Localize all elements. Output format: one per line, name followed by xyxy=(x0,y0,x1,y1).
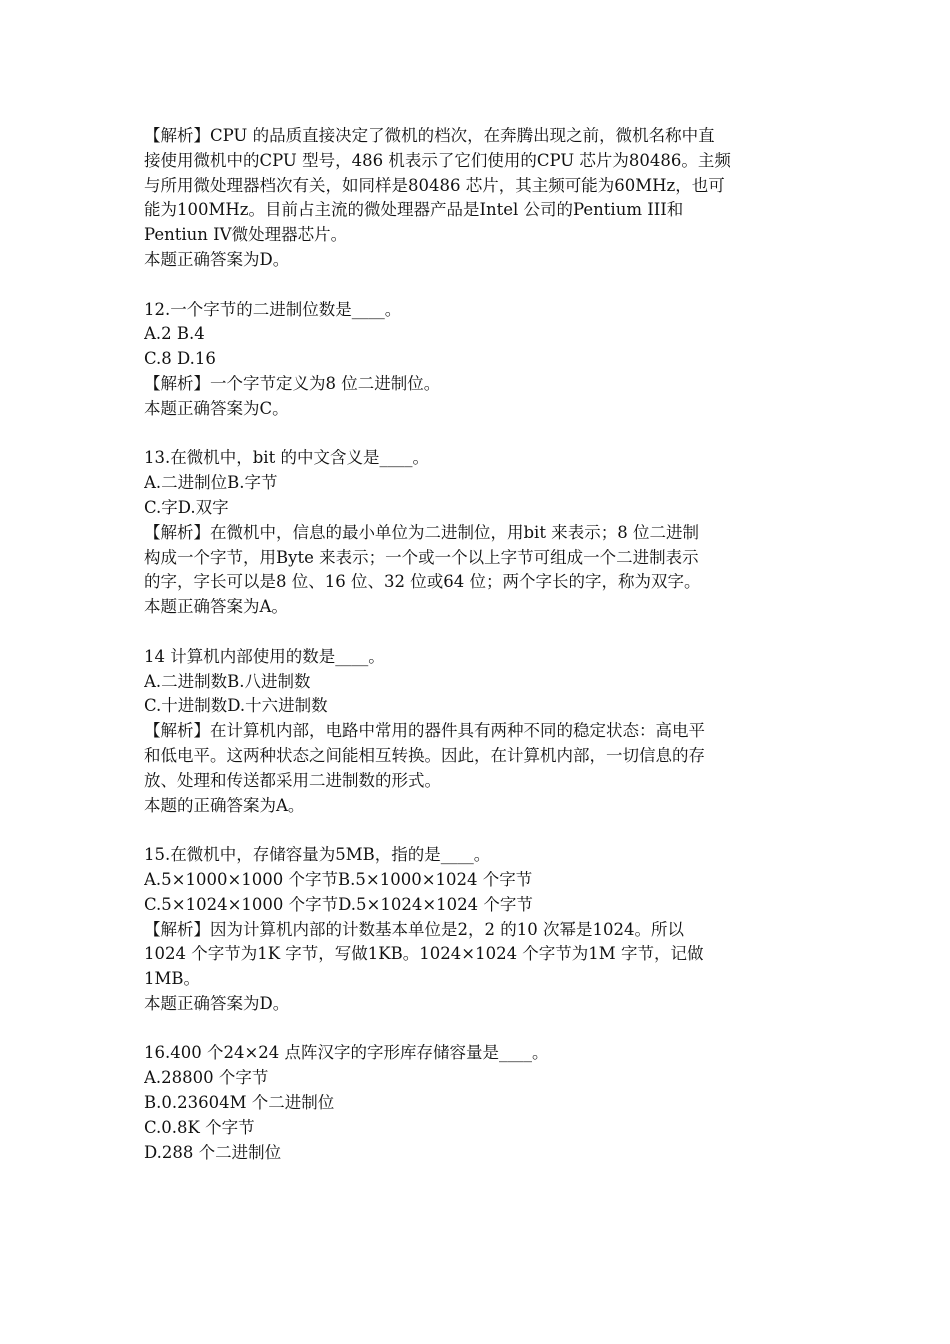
option-line: A.2 B.4 xyxy=(144,324,205,344)
question-stem: 13.在微机中，bit 的中文含义是____。 xyxy=(144,448,429,468)
explanation-line: 【解析】在微机中，信息的最小单位为二进制位，用bit 来表示；8 位二进制 xyxy=(144,522,699,542)
block-spacer xyxy=(144,273,812,298)
document-page xyxy=(144,124,812,1165)
option-line: C.0.8K 个字节 xyxy=(144,1117,255,1137)
option-line: D.288 个二进制位 xyxy=(144,1142,282,1162)
explanation-line: 【解析】因为计算机内部的计数基本单位是2，2 的10 次幂是1024。所以 xyxy=(144,919,684,939)
explanation-line: Pentiun IV微处理器芯片。 xyxy=(144,225,348,245)
block-spacer xyxy=(144,422,812,447)
block-spacer xyxy=(144,818,812,843)
option-line: A.5×1000×1000 个字节B.5×1000×1024 个字节 xyxy=(144,869,533,889)
option-line: C.字D.双字 xyxy=(144,497,229,517)
block-spacer xyxy=(144,1017,812,1042)
explanation-line: 1MB。 xyxy=(144,969,201,989)
option-line: B.0.23604M 个二进制位 xyxy=(144,1093,335,1113)
question-12 xyxy=(144,298,812,422)
option-line: A.28800 个字节 xyxy=(144,1068,269,1088)
explanation-line: 能为100MHz。目前占主流的微处理器产品是Intel 公司的Pentium III和 xyxy=(144,200,684,220)
answer-line: 本题的正确答案为A。 xyxy=(144,795,305,815)
question-stem: 12.一个字节的二进制位数是____。 xyxy=(144,299,402,319)
explanation-line: 构成一个字节，用Byte 来表示；一个或一个以上字节可组成一个二进制表示 xyxy=(144,547,699,567)
question-15 xyxy=(144,843,812,1017)
option-line: C.5×1024×1000 个字节D.5×1024×1024 个字节 xyxy=(144,894,533,914)
option-line: C.十进制数D.十六进制数 xyxy=(144,696,328,716)
explanation-line: 与所用微处理器档次有关，如同样是80486 芯片，其主频可能为60MHz，也可 xyxy=(144,175,725,195)
question-stem: 15.在微机中，存储容量为5MB，指的是____。 xyxy=(144,845,491,865)
option-line: A.二进制位B.字节 xyxy=(144,473,278,493)
question-14 xyxy=(144,645,812,819)
answer-line: 本题正确答案为D。 xyxy=(144,249,290,269)
answer-line: 本题正确答案为A。 xyxy=(144,597,288,617)
block-spacer xyxy=(144,620,812,645)
question-11-explanation xyxy=(144,124,812,273)
answer-line: 本题正确答案为C。 xyxy=(144,398,289,418)
explanation-line: 的字，字长可以是8 位、16 位、32 位或64 位；两个字长的字，称为双字。 xyxy=(144,572,701,592)
explanation-line: 和低电平。这两种状态之间能相互转换。因此，在计算机内部，一切信息的存 xyxy=(144,745,705,765)
question-stem: 14 计算机内部使用的数是____。 xyxy=(144,646,385,666)
explanation-line: 【解析】在计算机内部，电路中常用的器件具有两种不同的稳定状态：高电平 xyxy=(144,721,705,741)
explanation-line: 【解析】CPU 的品质直接决定了微机的档次，在奔腾出现之前，微机名称中直 xyxy=(144,126,715,145)
question-13 xyxy=(144,446,812,620)
option-line: C.8 D.16 xyxy=(144,349,216,369)
explanation-line: 接使用微机中的CPU 型号，486 机表示了它们使用的CPU 芯片为80486。主频 xyxy=(144,150,731,170)
explanation-line: 【解析】一个字节定义为8 位二进制位。 xyxy=(144,373,441,393)
explanation-line: 1024 个字节为1K 字节，写做1KB。1024×1024 个字节为1M 字节，记做 xyxy=(144,944,704,964)
explanation-line: 放、处理和传送都采用二进制数的形式。 xyxy=(144,770,441,790)
answer-line: 本题正确答案为D。 xyxy=(144,993,290,1013)
option-line: A.二进制数B.八进制数 xyxy=(144,671,311,691)
question-stem: 16.400 个24×24 点阵汉字的字形库存储容量是____。 xyxy=(144,1043,549,1063)
question-16 xyxy=(144,1041,812,1165)
